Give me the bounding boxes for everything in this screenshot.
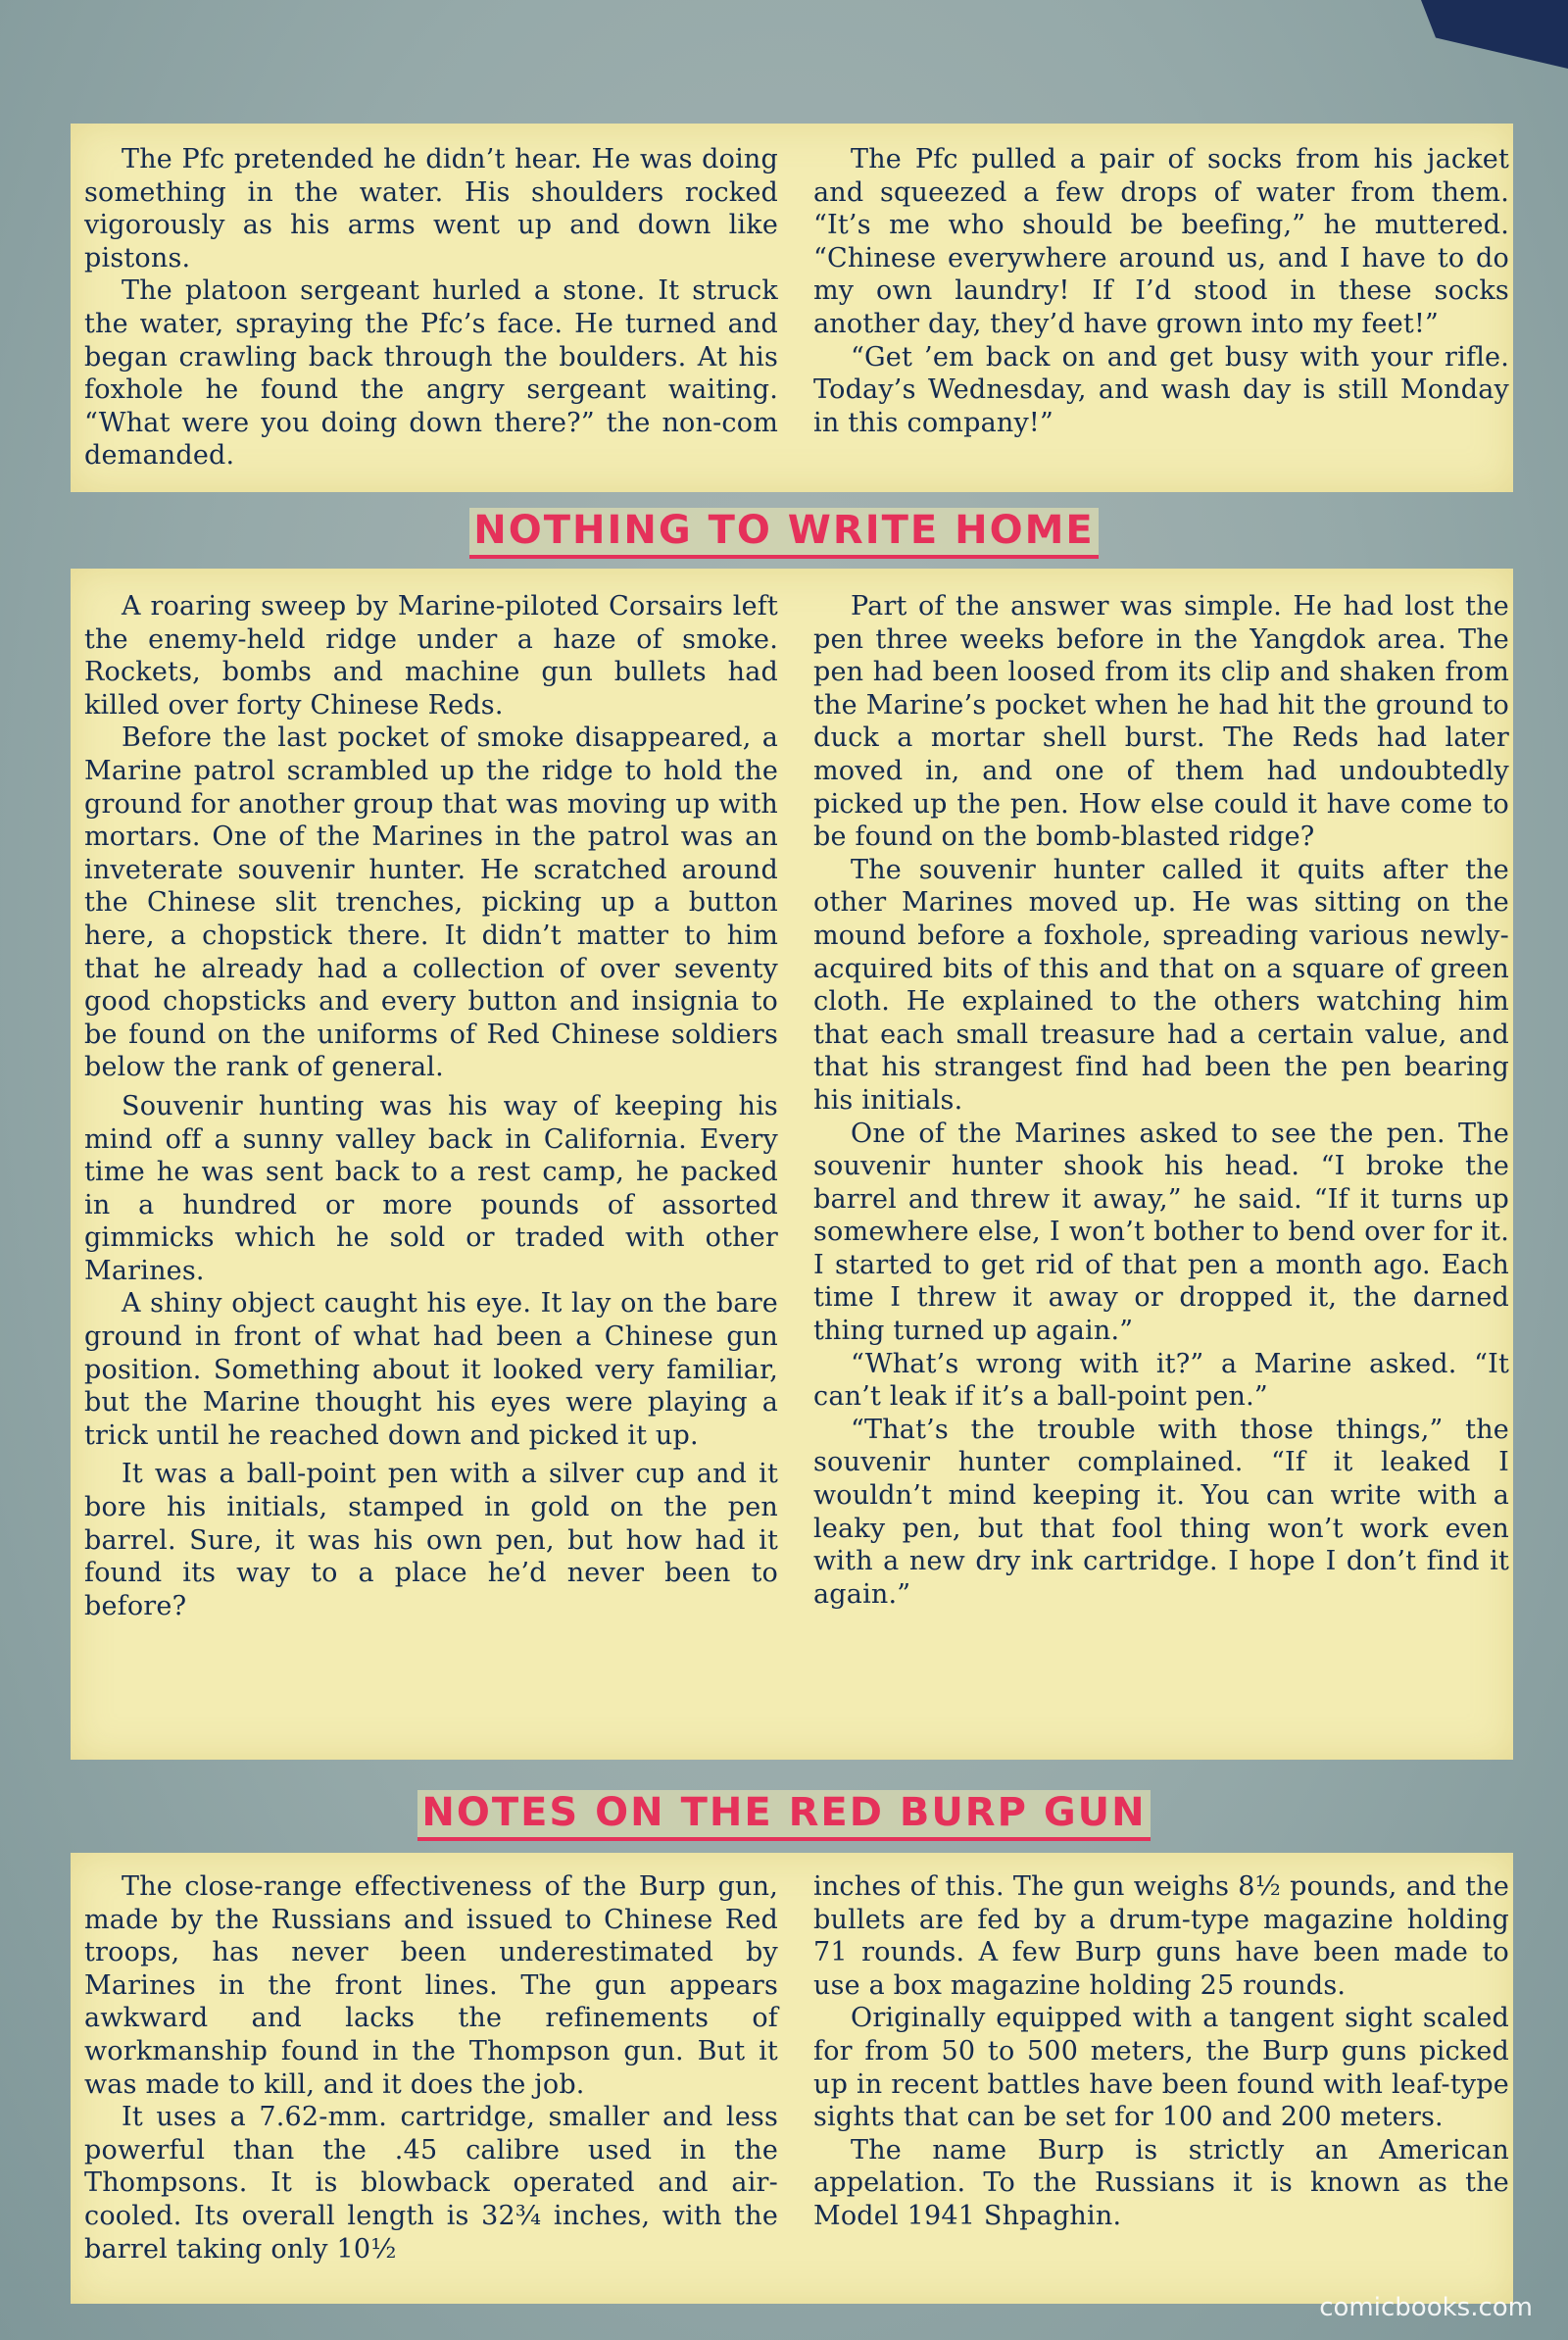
paragraph: “That’s the trouble with those things,” the souvenir hunter complained. “If it leaked I wouldn’t mind keeping it. You can write with a leaky pen, but that fool thing won’t work even with a new dry ink cartridge. I hope I don’t find it again.” (813, 1414, 1509, 1610)
paragraph: Souvenir hunting was his way of keeping his mind off a sunny valley back in California. Every time he was sent back to a rest camp, he packed in a hundred or more pounds of assorted gimmicks which he sold or traded with other Marines. (84, 1090, 778, 1286)
paragraph: The close-range effectiveness of the Burp gun, made by the Russians and issued to Chinese Red troops, has never been underestimated by Marines in the front lines. The gun appears awkward and lacks the refinements of workmanship found in the Thompson gun. But it was made to kill, and it does the job. (84, 1871, 778, 2100)
paragraph: Part of the answer was simple. He had lost the pen three weeks before in the Yangdok area. The pen had been loosed from its clip and shaken from the Marine’s pocket when he had hit the ground to duck a mortar shell burst. The Reds had later moved in, and one of them had undoubtedly picked up the pen. How else could it have come to be found on the bomb-blasted ridge? (813, 591, 1509, 853)
section1-left-column (84, 590, 778, 1622)
section2-right-column (813, 1870, 1509, 2233)
section2-left-column (84, 1870, 778, 2265)
paragraph: The Pfc pretended he didn’t hear. He was doing something in the water. His shoulders rocked vigorously as his arms went up and down like pistons. (84, 144, 778, 274)
paragraph: A shiny object caught his eye. It lay on the bare ground in front of what had been a Chinese gun position. Something about it looked very familiar, but the Marine thought his eyes were playing a trick until he reached down and picked it up. (84, 1288, 778, 1451)
site-watermark: comicbooks.com (1319, 2293, 1533, 2322)
paragraph: The name Burp is strictly an American appelation. To the Russians it is known as the Model 1941 Shpaghin. (813, 2134, 1509, 2231)
section-title: NOTHING TO WRITE HOME (469, 508, 1099, 559)
top-story-left-column (84, 143, 778, 473)
paragraph: A roaring sweep by Marine-piloted Corsairs left the enemy-held ridge under a haze of smoke. Rockets, bombs and machine gun bullets had killed over forty Chinese Reds. (84, 591, 778, 721)
section1-right-column (813, 590, 1509, 1611)
paragraph: The platoon sergeant hurled a stone. It struck the water, spraying the Pfc’s face. He turned and began crawling back through the boulders. At his foxhole he found the angry sergeant waiting. “What were you doing down there?” the non-com demanded. (84, 275, 778, 472)
paragraph: One of the Marines asked to see the pen. The souvenir hunter shook his head. “I broke the barrel and threw it away,” he said. “If it turns up somewhere else, I won’t bother to bend over for it. I started to get rid of that pen a month ago. Each time I threw it away or dropped it, the darned thing turned up again.” (813, 1118, 1509, 1347)
paragraph: It was a ball-point pen with a silver cup and it bore his initials, stamped in gold on the pen barrel. Sure, it was his own pen, but how had it found its way to a place he’d never been to before? (84, 1459, 778, 1621)
top-story-right-column (813, 143, 1509, 439)
section-heading-notes-on-the-red-burp-gun (0, 1790, 1568, 1841)
paragraph: It uses a 7.62-mm. cartridge, smaller and less powerful than the .45 calibre used in the Thompsons. It is blowback operated and air-cooled. Its overall length is 32¾ inches, with the barrel taking only 10½ (84, 2102, 778, 2265)
section-title: NOTES ON THE RED BURP GUN (417, 1790, 1150, 1841)
paragraph: “Get ’em back on and get busy with your rifle. Today’s Wednesday, and wash day is still Monday in this company!” (813, 341, 1509, 438)
section-heading-nothing-to-write-home (0, 508, 1568, 559)
paragraph: The souvenir hunter called it quits after the other Marines moved up. He was sitting on the mound before a foxhole, spreading various newly-acquired bits of this and that on a square of green cloth. He explained to the others watching him that each small treasure had a certain value, and that his strangest find had been the pen bearing his initials. (813, 854, 1509, 1116)
paragraph: The Pfc pulled a pair of socks from his jacket and squeezed a few drops of water from them. “It’s me who should be beefing,” he muttered. “Chinese everywhere around us, and I have to do my own laundry! If I’d stood in these socks another day, they’d have grown into my feet!” (813, 144, 1509, 339)
paragraph: Originally equipped with a tangent sight scaled for from 50 to 500 meters, the Burp guns picked up in recent battles have been found with leaf-type sights that can be set for 100 and 200 meters. (813, 2003, 1509, 2133)
paragraph: inches of this. The gun weighs 8½ pounds, and the bullets are fed by a drum-type magazine holding 71 rounds. A few Burp guns have been made to use a box magazine holding 25 rounds. (813, 1871, 1509, 2001)
paragraph: Before the last pocket of smoke disappeared, a Marine patrol scrambled up the ridge to hold the ground for another group that was moving up with mortars. One of the Marines in the patrol was an inveterate souvenir hunter. He scratched around the Chinese slit trenches, picking up a button here, a chopstick there. It didn’t matter to him that he already had a collection of over seventy good chopsticks and every button and insignia to be found on the uniforms of Red Chinese soldiers below the rank of general. (84, 722, 778, 1083)
paragraph: “What’s wrong with it?” a Marine asked. “It can’t leak if it’s a ball-point pen.” (813, 1348, 1509, 1413)
